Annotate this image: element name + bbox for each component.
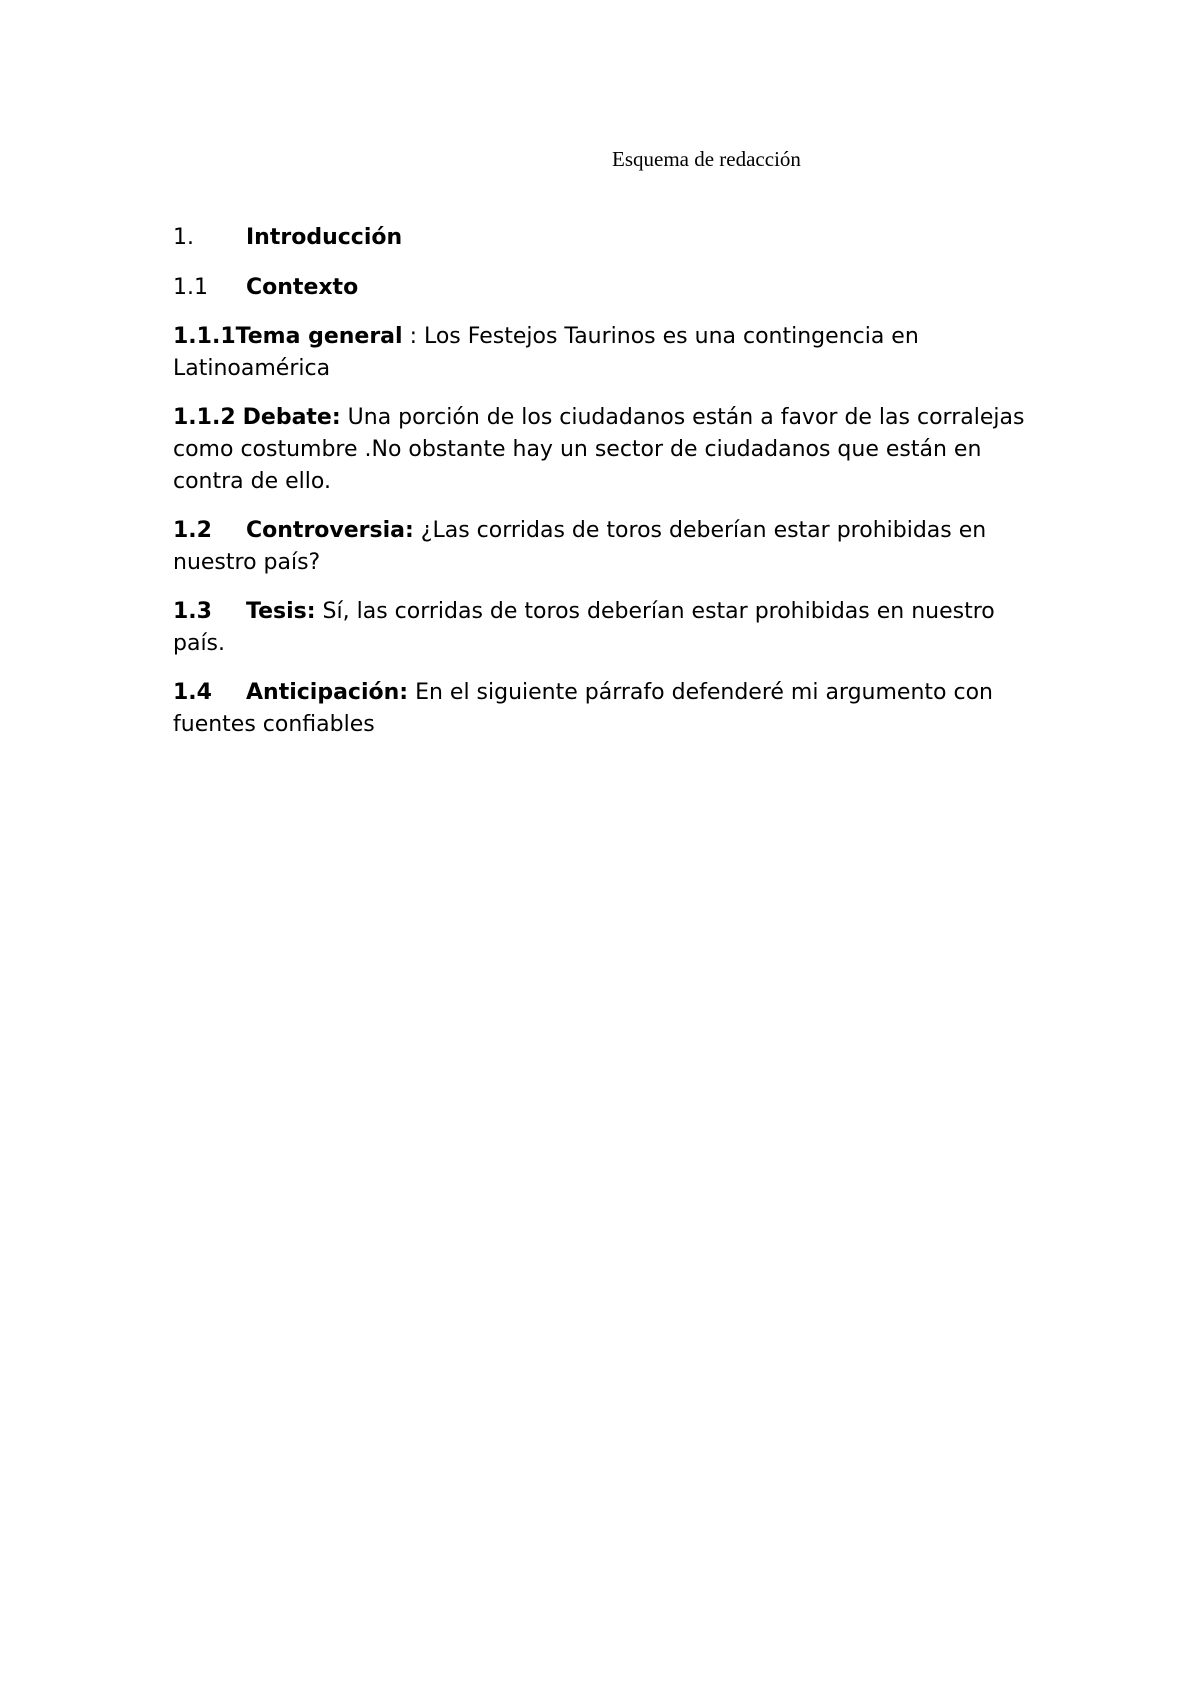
item-text: Una porción de los ciudadanos están a favor de las corralejas como costumbre .No obstante hay un sector de ciudadanos que están en contra de ello.: [173, 405, 1025, 494]
outline-item-introduccion: [173, 222, 1053, 254]
item-text: : Los Festejos Taurinos es una contingencia en Latinoamérica: [173, 324, 919, 381]
item-label: Contexto: [246, 275, 359, 300]
document-title: Esquema de redacción: [612, 147, 801, 171]
item-text: ¿Las corridas de toros deberían estar prohibidas en nuestro país?: [173, 518, 987, 575]
outline-item-tesis: [173, 596, 1053, 660]
item-label: Tema general: [235, 324, 403, 349]
item-number: 1.1: [173, 275, 208, 300]
item-number: 1.4: [173, 680, 212, 705]
item-label: Debate:: [242, 405, 341, 430]
item-label: Tesis:: [246, 599, 316, 624]
item-label: Introducción: [246, 225, 403, 250]
outline-item-debate: [173, 402, 1053, 498]
item-number: 1.1.1: [173, 324, 236, 349]
outline-item-tema-general: [173, 321, 1053, 385]
item-text: En el siguiente párrafo defenderé mi argumento con fuentes confiables: [173, 680, 993, 737]
outline: [173, 222, 1053, 758]
item-text: Sí, las corridas de toros deberían estar prohibidas en nuestro país.: [173, 599, 995, 656]
item-number: 1.: [173, 225, 194, 250]
item-label: Controversia:: [246, 518, 414, 543]
outline-item-anticipacion: [173, 677, 1053, 741]
item-number: 1.3: [173, 599, 212, 624]
item-label: Anticipación:: [246, 680, 409, 705]
outline-item-contexto: [173, 272, 1053, 304]
outline-item-controversia: [173, 515, 1053, 579]
item-number: 1.2: [173, 518, 212, 543]
item-number: 1.1.2: [173, 405, 236, 430]
